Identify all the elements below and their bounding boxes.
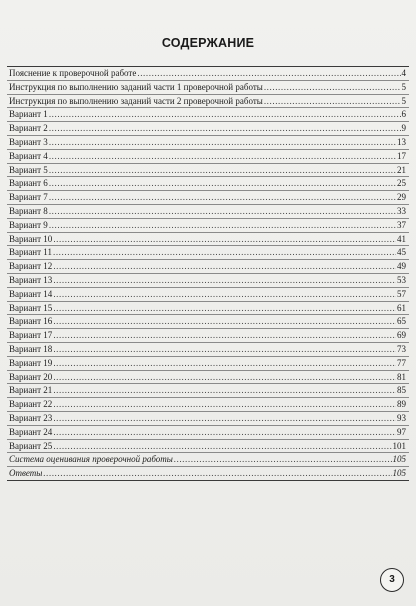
toc-entry-page: 81 — [397, 371, 406, 382]
table-of-contents — [7, 66, 409, 481]
toc-dot-leader — [53, 246, 396, 259]
toc-dot-leader — [53, 398, 396, 411]
toc-entry — [7, 343, 409, 357]
toc-entry — [7, 440, 409, 454]
toc-entry — [7, 467, 409, 480]
toc-entry-page: 5 — [401, 81, 406, 92]
toc-entry — [7, 412, 409, 426]
toc-entry-page: 25 — [397, 178, 406, 189]
toc-dot-leader — [53, 440, 391, 453]
toc-dot-leader — [53, 412, 396, 425]
toc-dot-leader — [49, 122, 401, 135]
toc-entry-page: 101 — [392, 440, 406, 451]
toc-entry — [7, 150, 409, 164]
toc-entry-label: Вариант 24 — [9, 426, 53, 437]
toc-dot-leader — [43, 467, 391, 480]
toc-entry-label: Вариант 1 — [9, 109, 48, 120]
toc-entry — [7, 122, 409, 136]
toc-entry-page: 45 — [397, 247, 406, 258]
toc-entry-page: 93 — [397, 412, 406, 423]
toc-entry-page: 33 — [397, 205, 406, 216]
toc-entry — [7, 233, 409, 247]
toc-entry-label: Вариант 14 — [9, 288, 53, 299]
toc-entry-label: Вариант 10 — [9, 233, 53, 244]
toc-entry — [7, 205, 409, 219]
toc-entry-label: Вариант 15 — [9, 302, 53, 313]
page-number-badge: 3 — [380, 568, 404, 592]
toc-dot-leader — [53, 302, 396, 315]
toc-entry-page: 13 — [397, 136, 406, 147]
toc-dot-leader — [53, 384, 396, 397]
toc-entry-label: Инструкция по выполнению заданий части 1 проверочной работы — [9, 81, 263, 92]
toc-entry-label: Вариант 21 — [9, 385, 53, 396]
toc-dot-leader — [49, 108, 401, 121]
toc-entry — [7, 67, 409, 81]
toc-dot-leader — [53, 329, 396, 342]
toc-entry-page: 5 — [401, 95, 406, 106]
toc-entry — [7, 398, 409, 412]
toc-entry-page: 57 — [397, 288, 406, 299]
toc-entry — [7, 384, 409, 398]
toc-entry-label: Вариант 20 — [9, 371, 53, 382]
toc-dot-leader — [53, 426, 396, 439]
toc-entry-label: Вариант 9 — [9, 219, 48, 230]
page-title: СОДЕРЖАНИЕ — [161, 36, 255, 50]
toc-entry-page: 73 — [397, 343, 406, 354]
toc-entry-page: 17 — [397, 150, 406, 161]
toc-entry-page: 21 — [397, 164, 406, 175]
toc-dot-leader — [53, 274, 396, 287]
toc-entry-label: Вариант 25 — [9, 440, 53, 451]
toc-entry-label: Вариант 18 — [9, 343, 53, 354]
toc-entry — [7, 108, 409, 122]
toc-entry-page: 4 — [401, 68, 406, 78]
toc-entry — [7, 302, 409, 316]
toc-entry-label: Вариант 16 — [9, 316, 53, 327]
toc-dot-leader — [137, 67, 400, 80]
toc-dot-leader — [49, 136, 396, 149]
toc-entry — [7, 95, 409, 109]
toc-entry-page: 6 — [401, 109, 406, 120]
toc-dot-leader — [264, 81, 401, 94]
toc-entry — [7, 274, 409, 288]
toc-entry-label: Вариант 11 — [9, 247, 52, 258]
toc-entry-label: Пояснение к проверочной работе — [9, 68, 137, 78]
toc-entry-page: 89 — [397, 399, 406, 410]
toc-entry-label: Вариант 8 — [9, 205, 48, 216]
toc-entry-label: Вариант 19 — [9, 357, 53, 368]
toc-dot-leader — [49, 191, 396, 204]
toc-entry — [7, 426, 409, 440]
toc-entry-page: 105 — [392, 454, 406, 465]
toc-entry-page: 77 — [397, 357, 406, 368]
toc-entry — [7, 136, 409, 150]
toc-entry-page: 9 — [401, 123, 406, 134]
toc-entry — [7, 453, 409, 467]
toc-entry — [7, 164, 409, 178]
toc-entry — [7, 371, 409, 385]
toc-entry-label: Вариант 6 — [9, 178, 48, 189]
toc-entry-page: 61 — [397, 302, 406, 313]
toc-entry — [7, 329, 409, 343]
toc-entry-label: Вариант 13 — [9, 274, 53, 285]
toc-entry — [7, 260, 409, 274]
toc-entry-label: Система оценивания проверочной работы — [9, 454, 173, 465]
toc-entry-label: Вариант 17 — [9, 330, 53, 341]
toc-dot-leader — [49, 177, 396, 190]
toc-entry-page: 53 — [397, 274, 406, 285]
toc-dot-leader — [53, 343, 396, 356]
toc-entry — [7, 315, 409, 329]
toc-entry-label: Инструкция по выполнению заданий части 2 проверочной работы — [9, 95, 263, 106]
toc-dot-leader — [53, 357, 396, 370]
toc-entry — [7, 177, 409, 191]
toc-entry-label: Ответы — [9, 468, 43, 479]
toc-entry-label: Вариант 23 — [9, 412, 53, 423]
toc-entry-label: Вариант 22 — [9, 399, 53, 410]
toc-entry-label: Вариант 4 — [9, 150, 48, 161]
toc-entry-label: Вариант 3 — [9, 136, 48, 147]
toc-entry-page: 85 — [397, 385, 406, 396]
toc-entry-page: 37 — [397, 219, 406, 230]
toc-entry — [7, 288, 409, 302]
toc-entry-page: 97 — [397, 426, 406, 437]
toc-entry — [7, 357, 409, 371]
toc-entry — [7, 219, 409, 233]
toc-entry-page: 49 — [397, 261, 406, 272]
toc-entry — [7, 81, 409, 95]
toc-dot-leader — [49, 164, 396, 177]
toc-entry-label: Вариант 7 — [9, 192, 48, 203]
toc-entry-label: Вариант 12 — [9, 261, 53, 272]
toc-entry — [7, 246, 409, 260]
toc-entry — [7, 191, 409, 205]
toc-dot-leader — [49, 219, 396, 232]
toc-entry-page: 69 — [397, 330, 406, 341]
toc-dot-leader — [53, 233, 396, 246]
toc-entry-page: 41 — [397, 233, 406, 244]
toc-dot-leader — [264, 95, 401, 108]
toc-entry-label: Вариант 2 — [9, 123, 48, 134]
toc-dot-leader — [53, 315, 396, 328]
toc-entry-page: 65 — [397, 316, 406, 327]
toc-dot-leader — [49, 205, 396, 218]
toc-dot-leader — [53, 260, 396, 273]
toc-dot-leader — [53, 371, 396, 384]
toc-entry-label: Вариант 5 — [9, 164, 48, 175]
toc-dot-leader — [174, 453, 392, 466]
toc-entry-page: 29 — [397, 192, 406, 203]
toc-entry-page: 105 — [392, 468, 406, 479]
toc-dot-leader — [53, 288, 396, 301]
toc-dot-leader — [49, 150, 396, 163]
